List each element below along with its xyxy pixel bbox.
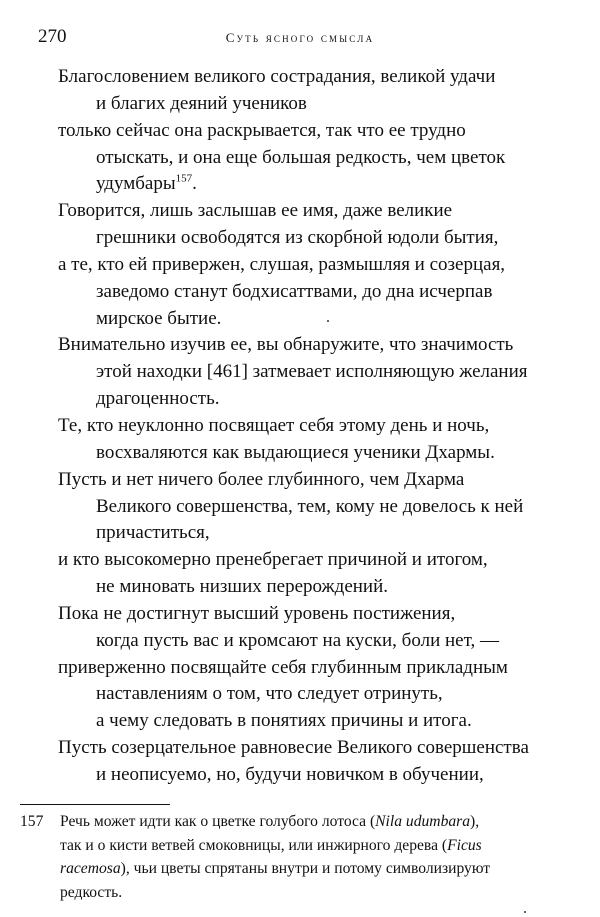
verse-line-text: отыскать, и она еще большая редкость, чем цветок bbox=[96, 146, 506, 168]
verse-line-text: мирское бытие. bbox=[96, 307, 222, 329]
verse-line bbox=[58, 440, 578, 467]
verse-line bbox=[58, 306, 578, 333]
footnote-text: редкость. bbox=[60, 883, 123, 901]
verse-line bbox=[58, 494, 578, 521]
verse-line bbox=[58, 198, 578, 225]
verse-line bbox=[58, 332, 578, 359]
page-number: 270 bbox=[38, 26, 67, 47]
verse-line-text: Великого совершенства, тем, кому не довелось к ней bbox=[96, 495, 524, 517]
verse-line-text: и благих деяний учеников bbox=[96, 92, 307, 114]
verse-line-text: заведомо станут бодхисаттвами, до дна исчерпав bbox=[96, 280, 493, 302]
verse-line bbox=[58, 413, 578, 440]
verse-line-text: не миновать низших перерождений. bbox=[96, 576, 389, 598]
verse-line bbox=[58, 467, 578, 494]
verse-line bbox=[58, 708, 578, 735]
verse-line bbox=[58, 762, 578, 789]
print-speck bbox=[524, 911, 526, 913]
footnote-divider bbox=[20, 804, 170, 805]
footnote-line bbox=[20, 810, 580, 834]
footnote-number: 157 bbox=[20, 813, 44, 830]
footnote-line bbox=[20, 881, 580, 905]
verse-line-text: а чему следовать в понятиях причины и итога. bbox=[96, 710, 472, 732]
footnote-reference[interactable]: 157 bbox=[175, 173, 193, 186]
verse-line-text: грешники освободятся из скорбной юдоли бытия, bbox=[96, 227, 499, 249]
verse-line-text: Говорится, лишь заслышав ее имя, даже великие bbox=[58, 200, 453, 222]
footnote-text: Речь может идти как о цветке голубого лотоса ( bbox=[60, 813, 376, 830]
verse-line bbox=[58, 171, 578, 198]
verse-line bbox=[58, 574, 578, 601]
verse-line-text: наставлениям о том, что следует отринуть, bbox=[96, 683, 443, 705]
footnote-line bbox=[20, 857, 580, 881]
running-title: Суть ясного смысла bbox=[225, 30, 375, 45]
footnote-latin-term: Ficus bbox=[447, 836, 482, 854]
verse-line bbox=[58, 601, 578, 628]
verse-line-text: этой находки [461] затмевает исполняющую желания bbox=[96, 361, 528, 383]
verse-line bbox=[58, 279, 578, 306]
verse-line bbox=[58, 547, 578, 574]
verse-line bbox=[58, 252, 578, 279]
verse-line-text: Благословением великого сострадания, великой удачи bbox=[58, 66, 496, 87]
verse-line bbox=[58, 735, 578, 762]
footnote-text: ), bbox=[470, 813, 480, 830]
verse-line bbox=[58, 681, 578, 708]
verse-line-text: Пусть созерцательное равновесие Великого совершенства bbox=[58, 737, 529, 759]
footnote-latin-term: Nila udumbara bbox=[375, 813, 471, 830]
verse-line bbox=[58, 386, 578, 413]
verse-line-text: а те, кто ей привержен, слушая, размышляя и созерцая, bbox=[58, 253, 506, 275]
footnote-line bbox=[20, 834, 580, 858]
verse-line-text: причаститься, bbox=[96, 522, 210, 544]
footnote-latin-term: racemosa bbox=[60, 860, 121, 878]
verse-line bbox=[58, 655, 578, 682]
verse-line bbox=[58, 520, 578, 547]
verse-line-text: Пусть и нет ничего более глубинного, чем Дхарма bbox=[58, 468, 465, 490]
verse-line-text: только сейчас она раскрывается, так что ее трудно bbox=[58, 119, 466, 141]
verse-line-text: восхваляются как выдающиеся ученики Дхармы. bbox=[96, 441, 495, 463]
verse-line-text: приверженно посвящайте себя глубинным прикладным bbox=[58, 656, 508, 678]
verse-line-text: и неописуемо, но, будучи новичком в обучении, bbox=[96, 763, 484, 785]
verse-line-text: Те, кто неуклонно посвящает себя этому день и ночь, bbox=[58, 414, 490, 436]
verse-text bbox=[58, 64, 578, 789]
footnote-text: ), чьи цветы спрятаны внутри и потому символизируют bbox=[120, 860, 491, 878]
verse-line bbox=[58, 118, 578, 145]
print-speck bbox=[327, 320, 329, 322]
verse-line-text: когда пусть вас и кромсают на куски, боли нет, — bbox=[96, 629, 499, 651]
verse-line bbox=[58, 91, 578, 118]
verse-line bbox=[58, 145, 578, 172]
verse-line bbox=[58, 628, 578, 655]
verse-line-text: удумбары bbox=[96, 173, 176, 195]
page-header bbox=[38, 26, 562, 50]
footnote-text: так и о кисти ветвей смоковницы, или инжирного дерева ( bbox=[60, 836, 448, 854]
verse-line-text: Пока не достигнут высший уровень постижения, bbox=[58, 602, 456, 624]
verse-line-text: и кто высокомерно пренебрегает причиной и итогом, bbox=[58, 549, 488, 571]
verse-line bbox=[58, 64, 578, 91]
verse-line bbox=[58, 225, 578, 252]
verse-line bbox=[58, 359, 578, 386]
footnote bbox=[20, 810, 580, 904]
verse-line-text: драгоценность. bbox=[96, 388, 220, 410]
verse-line-text: Внимательно изучив ее, вы обнаружите, что значимость bbox=[58, 334, 514, 356]
verse-line-punctuation: . bbox=[192, 173, 197, 195]
